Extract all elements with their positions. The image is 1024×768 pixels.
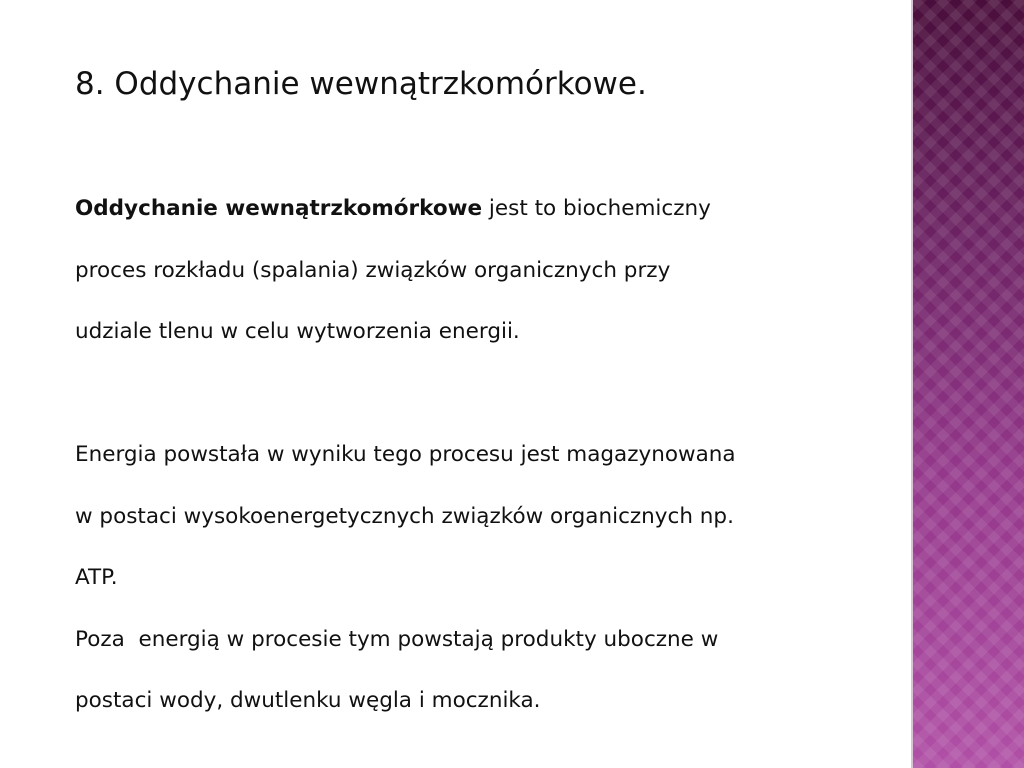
paragraph-1-line-2: proces rozkładu (spalania) związków organicznych przy — [75, 257, 671, 283]
slide-body — [75, 178, 935, 732]
paragraph-2-line-1: Energia powstała w wyniku tego procesu jest magazynowana — [75, 442, 736, 467]
definition-term: Oddychanie wewnątrzkomórkowe — [75, 196, 483, 221]
paragraph-2-line-2: w postaci wysokoenergetycznych związków organicznych np. — [75, 503, 734, 529]
decorative-side-panel — [913, 0, 1024, 768]
paragraph-3-line-2: postaci wody, dwutlenku węgla i mocznika. — [75, 688, 541, 713]
paragraph-1-line-1 — [75, 178, 935, 240]
paragraph-spacer — [75, 363, 935, 425]
paragraph-1-line-1-rest: jest to biochemiczny — [482, 196, 711, 221]
paragraph-2-line-3: ATP. — [75, 565, 118, 590]
paragraph-3-line-1: Poza energią w procesie tym powstają produkty uboczne w — [75, 626, 719, 652]
slide-title: 8. Oddychanie wewnątrzkomórkowe. — [75, 66, 647, 102]
paragraph-1-line-3: udziale tlenu w celu wytworzenia energii. — [75, 319, 520, 344]
